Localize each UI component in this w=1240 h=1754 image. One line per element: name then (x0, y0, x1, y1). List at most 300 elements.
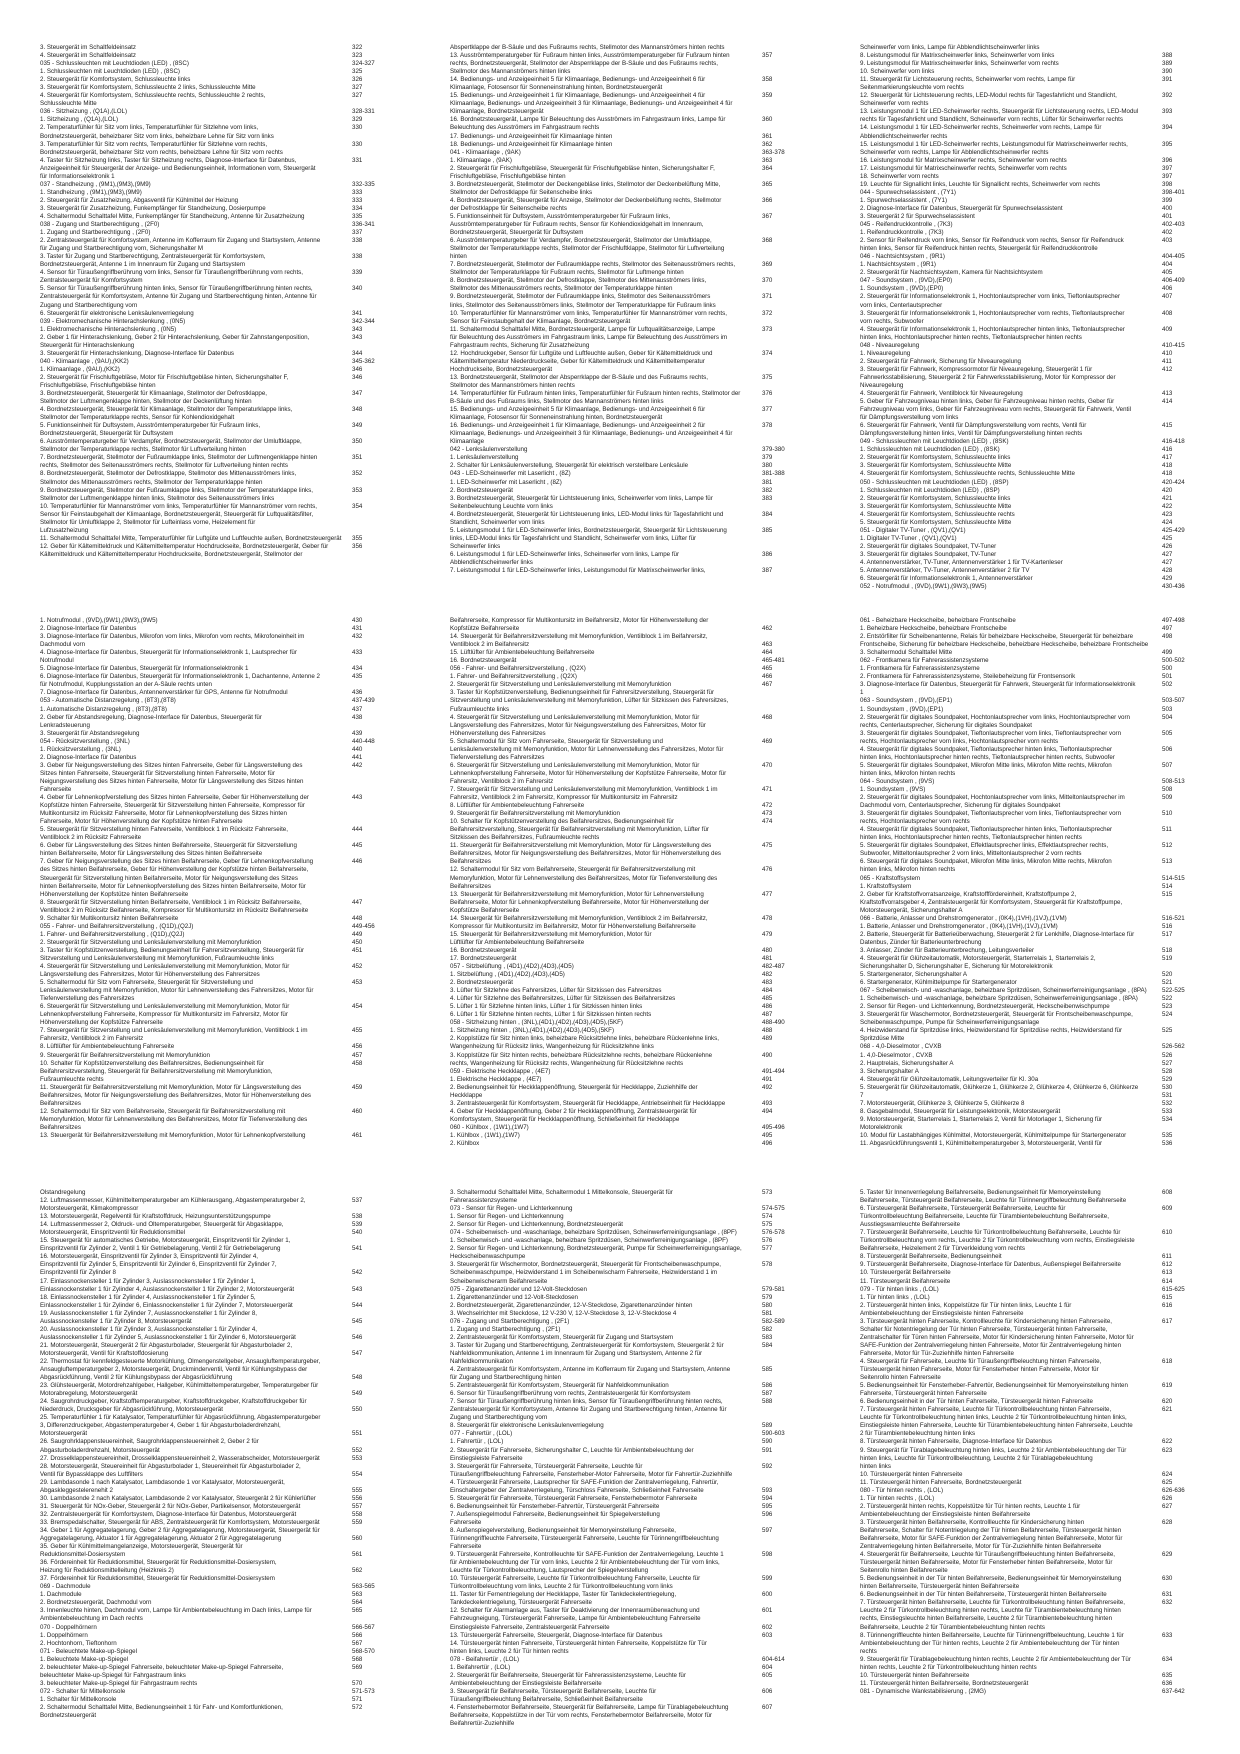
entry-page-ref: 614 (1162, 1277, 1173, 1285)
entry-title: 10. Türsteuergerät hinten Beifahrerseite (860, 1671, 970, 1679)
entry-title: 2. Steuergerät für digitales Soundpaket, TV-Tuner (860, 542, 997, 550)
index-entry (40, 1261, 412, 1269)
index-entry (860, 915, 1212, 923)
index-column-1 (40, 1189, 412, 1720)
entry-page-ref: 632 (1162, 1599, 1173, 1607)
index-entry (860, 706, 1212, 714)
entry-page-ref: 637-642 (1162, 1687, 1185, 1695)
index-entry (860, 866, 1212, 874)
entry-title: 3. Innenleuchte hinten, Dachmodul vorn, Lampe für Ambientebeleuchtung im Dach links, Lampe für (40, 1607, 312, 1615)
entry-title: Bordnetzsteuergerät, beheizbarer Sitz vorn rechts, beheizbare Lehne für Sitz vorn rechts (40, 148, 283, 156)
entry-title: 4. Steuergerät für Komfortsystem, Schlussleuchte rechts, Schlussleuchte 2 rechts, (40, 92, 266, 100)
entry-title: rechts, Stellmotor des Seitenausströmers rechts, Stellmotor für Luftverteilung hinten rechts (40, 462, 288, 470)
entry-title: 3. Schaltermodul Schalttafel Mitte, Schaltermodul 1 Mittelkonsole, Steuergerät für (450, 1189, 673, 1196)
entry-page-ref: 376 (762, 390, 773, 398)
entry-page-ref: 574 (762, 1213, 773, 1221)
entry-title: Klimaanlage, Fotosensor für Sonneneinstrahlung hinten, Bordnetzsteuergerät (450, 84, 663, 92)
entry-title: 4. Steuergerät im Schaltfeldeinsatz (40, 52, 136, 60)
entry-title: 4. Antennenverstärker, TV-Tuner, Antennenverstärker 1 für TV-Kartenleser (860, 559, 1063, 566)
entry-title: Beifahrerseite, Leuchte 2 für Türambientebeleuchtung hinten rechts (860, 1623, 1045, 1631)
entry-page-ref (350, 955, 412, 963)
entry-page-ref: 379-380 (762, 446, 785, 454)
entry-page-ref (1160, 770, 1212, 778)
index-entry (860, 633, 1212, 641)
entry-title: 1. Scheibenwisch- und -waschanlage, beheizbare Spritzdüsen, Scheinwerferreinigungsanlage , (8PA) (860, 995, 1138, 1003)
entry-page-ref (350, 1116, 412, 1124)
entry-title: Frischluftgebläse, Frischluftgebläse hinten (450, 172, 566, 180)
index-entry (860, 1672, 1212, 1680)
entry-title: 2. Batterie, Steuergerät für Batterieüberwachung, Steuergerät 2 für Lenkhilfe, Diagnose-Interface für (860, 930, 1135, 938)
entry-title: Motorsteuergerät, Ventil für Kraftstoffdosierung (40, 1349, 169, 1357)
index-entry (40, 189, 412, 197)
index-entry (450, 939, 822, 947)
index-entry (40, 1535, 412, 1543)
index-entry (450, 302, 822, 310)
index-entry (40, 1011, 412, 1019)
entry-page-ref: 380 (762, 462, 773, 470)
entry-title: 2. beleuchteter Make-up-Spiegel Fahrerseite, beleuchteter Make-up-Spiegel Fahrerseite, (40, 1663, 284, 1671)
index-entry (40, 1495, 412, 1503)
entry-title: 15. Leistungsmodul 1 für LED-Scheinwerfer rechts, Leistungsmodul für Matrixscheinwerfer rechts, (860, 140, 1128, 148)
entry-title: 5. Funktionseinheit für Duftsystem, Ausströmtemperaturgeber für Fußraum links, (40, 422, 261, 430)
entry-title: 042 - Lenksäulenverstellung (450, 446, 528, 454)
entry-page-ref: 349 (352, 422, 363, 430)
entry-page-ref (350, 446, 412, 454)
index-entry (860, 697, 1212, 705)
entry-page-ref (760, 834, 822, 842)
index-entry (450, 1519, 822, 1527)
index-entry (860, 462, 1212, 470)
entry-title: Beifahrerseite, Schalter für Notentriegelung der Tür hinten Beifahrerseite, Türsteuergerät hinten (860, 1526, 1122, 1534)
index-entry (450, 1286, 822, 1294)
index-entry (860, 229, 1212, 237)
index-entry (40, 1672, 412, 1680)
entry-page-ref: 587 (762, 1390, 773, 1398)
entry-page-ref (350, 414, 412, 422)
index-entry (860, 165, 1212, 173)
entry-title: 1. Zugang und Startberechtigung , (2F0) (40, 229, 151, 237)
entry-title: Lehnenkopfverstellung Fahrerseite, Motor für Höhenverstellung der Kopfstütze Fahrerseite, Motor für (450, 769, 727, 777)
entry-title: 6. Geber für Längsverstellung des Sitzes hinten Beifahrerseite, Steuergerät für Sitzverstellung (40, 842, 297, 850)
entry-page-ref: 343 (352, 325, 363, 333)
entry-page-ref: 608 (1162, 1189, 1173, 1196)
entry-title: Klimaanlage, Bordnetzsteuergerät (450, 108, 544, 116)
entry-title: 10. Modul für Lastabhängiges Kühlmittel, Motorsteuergerät, Kühlmittelpumpe für Startergenerator (860, 1132, 1127, 1139)
entry-title: Fahrersitz, Ventilblock 2 im Fahrersitz (450, 777, 554, 785)
index-entry (450, 1269, 822, 1277)
entry-title: Zentralverriegelung hinten Beifahrerseite, Motor für Tür-Zuziehhilfe hinten Beifahrerseite (860, 1543, 1102, 1551)
entry-page-ref (760, 1060, 822, 1068)
entry-title: Beifahrersitzverstellung, Steuergerät für Beifahrersitzverstellung mit Memoryfunktion, Lüfter für (450, 826, 709, 834)
entry-title: 6. Bedienungseinheit in der Tür hinten Beifahrerseite, Türsteuergerät hinten Beifahrerseite (860, 1591, 1107, 1599)
index-entry (450, 1003, 822, 1011)
index-entry (40, 470, 412, 478)
index-entry (450, 1672, 822, 1680)
entry-title: 11. Schaltermodul Schalttafel Mitte, Temperaturfühler für Luftgüte und Luftfeuchte außen, Bordnetzsteuergerät (40, 534, 342, 542)
entry-page-ref: 454 (352, 1003, 363, 1011)
entry-title: Kältemitteldruck und Kältemitteltemperatur Hochdruckseite, Bordnetzsteuergerät, Stellmotor der (40, 550, 303, 558)
entry-title: Stellmotor des Mittenausströmers rechts, Stellmotor der Temperaturklappe hinten (450, 285, 673, 293)
entry-page-ref: 630 (1162, 1575, 1173, 1583)
index-entry (860, 422, 1212, 430)
entry-title: 6. Leistungsmodul 1 für LED-Scheinwerfer links, Scheinwerfer vorn links, Lampe für (450, 550, 680, 558)
entry-page-ref (1160, 84, 1212, 92)
entry-title: 045 - Reifendruckkontrolle , (7K3) (860, 221, 953, 229)
index-entry (860, 1583, 1212, 1591)
index-entry (40, 1648, 412, 1656)
entry-page-ref: 549 (352, 1390, 363, 1398)
entry-title: 3. Diagnose-Interface für Datenbus, Steuergerät für Fahrwerk, Steuergerät für Informationselektronik (860, 681, 1136, 689)
index-entry (40, 68, 412, 76)
index-entry (860, 133, 1212, 141)
index-entry (860, 778, 1212, 786)
entry-title: Türkontrollbeleuchtung vorn links, Leuchte 2 für Türkontrollbeleuchtung vorn links (450, 1583, 673, 1591)
index-entry (40, 1607, 412, 1615)
entry-title: 14. Leistungsmodul 1 für LED-Scheinwerfer rechts, Scheinwerfer vorn rechts, Lampe für (860, 124, 1102, 132)
entry-page-ref: 332-335 (352, 180, 375, 188)
entry-title: 18. Bedienungs- und Anzeigeeinheit für Klimaanlage hinten (450, 140, 613, 148)
index-entry (450, 470, 822, 478)
index-entry (40, 617, 412, 625)
entry-page-ref: 456 (352, 1043, 363, 1051)
entry-title: 1. Sitzheizung hinten , (3NL),(4D1),(4D2),(4D3),(4D5),(5KF) (450, 1027, 615, 1035)
entry-title: 33. Bremspedalschalter, Steuergerät für ABS, Zentralsteuergerät für Komfortsystem, Motorsteuergerät (40, 1518, 320, 1526)
entry-page-ref (350, 1342, 412, 1350)
entry-page-ref: 500 (1162, 665, 1173, 673)
index-entry (860, 826, 1212, 834)
entry-title: 036 - Sitzheizung , (Q1A),(LOL) (40, 108, 128, 116)
entry-page-ref: 565 (352, 1607, 363, 1615)
entry-title: 3, Differenzdruckgeber, Abgastemperaturgeber 4, Geber 1 für Abgasturboladerdrehzahl, (40, 1422, 281, 1430)
index-entry (40, 1035, 412, 1043)
entry-title: 044 - Spurwechselassistent , (7Y1) (860, 188, 956, 196)
entry-page-ref: 425-429 (1162, 526, 1185, 534)
entry-page-ref (760, 559, 822, 567)
entry-title: 9. Steuergerät für Beifahrersitzverstellung mit Memoryfunktion (40, 1051, 210, 1059)
index-entry (40, 1108, 412, 1116)
index-entry (40, 1430, 412, 1438)
entry-page-ref: 388 (1162, 52, 1173, 60)
entry-page-ref: 410-415 (1162, 341, 1185, 349)
entry-title: 066 - Batterie, Anlasser und Drehstromgenerator , (0K4),(1VH),(1VJ),(1VM) (860, 914, 1067, 922)
entry-title: Scheinwerfer vorn rechts, Lampe für Abblendlichtscheinwerfer rechts (860, 148, 1049, 156)
entry-page-ref (350, 430, 412, 438)
entry-page-ref: 508-513 (1162, 777, 1185, 785)
entry-page-ref (350, 786, 412, 794)
index-entry (450, 689, 822, 697)
index-entry (860, 382, 1212, 390)
entry-title: 2. Türsteuergerät hinten rechts, Koppelstütze für Tür hinten rechts, Leuchte 1 für (860, 1502, 1081, 1510)
entry-page-ref (1160, 1422, 1212, 1430)
entry-title: 2. Bordnetzsteuergerät, Zigarettenanzünder, 12-V-Steckdose, Zigarettenanzünder hinten (450, 1301, 693, 1309)
index-entry (450, 511, 822, 519)
index-entry (860, 754, 1212, 762)
entry-page-ref: 495-496 (762, 1123, 785, 1131)
entry-page-ref: 441 (352, 753, 363, 761)
index-entry (40, 1124, 412, 1132)
index-entry (860, 92, 1212, 100)
entry-page-ref (350, 1035, 412, 1043)
entry-title: Scheibenwaschpumpe, Heizwiderstand 1 im Scheibenwischarm Fahrerseite, Heizwiderstand 1 im (450, 1269, 718, 1277)
entry-title: 6. Bedienungseinheit für Fensterheber-Fahrertür, Türsteuergerät Fahrerseite (450, 1502, 660, 1510)
entry-title: 1. Beleuchtete Make-up-Spiegel (40, 1655, 129, 1663)
entry-page-ref: 453 (352, 979, 363, 987)
entry-page-ref: 580 (762, 1301, 773, 1309)
entry-page-ref (760, 1615, 822, 1623)
entry-title: 054 - Rücksitzverstellung , (3NL) (40, 737, 130, 745)
entry-title: hinten Beifahrerseite, Motor für Lehnenkopfverstellung des Sitzes hinten Beifahrerseite, Motor für (40, 882, 306, 890)
entry-page-ref (350, 495, 412, 503)
entry-title: Stellmotor der Temperaturklappe rechts, Stellmotor für Luftverteilung hinten (40, 446, 246, 454)
index-entry (40, 1350, 412, 1358)
entry-page-ref: 352 (352, 470, 363, 478)
index-entry (450, 834, 822, 842)
entry-title: 8. Bordnetzsteuergerät, Stellmotor der Defrostklappe, Stellmotor des Mittenausströmers links, (450, 277, 707, 285)
index-entry (450, 519, 822, 527)
entry-title: 4. Steuergerät für Komfortsystem, Schlussleuchte rechts, Schlussleuchte Mitte (860, 470, 1075, 478)
entry-page-ref (760, 617, 822, 625)
entry-title: 6. Türsteuergerät Beifahrerseite, Türsteuergerät Beifahrerseite, Leuchte für (860, 1205, 1066, 1213)
entry-title: Scheibenwischerarm Beifahrerseite (450, 1277, 548, 1285)
entry-page-ref (350, 907, 412, 915)
entry-title: 17. Bedienungs- und Anzeigeeinheit für Klimaanlage hinten (450, 132, 613, 140)
index-entry (450, 883, 822, 891)
entry-title: Fahrerseite, Motor für Höhenverstellung der Kopfstütze hinten Fahrerseite (40, 818, 243, 826)
entry-title: Fahrzeugniveau vorn links, Geber für Fahrzeugniveau vorn rechts, Steuergerät für Fahrwerk, Ventil (860, 406, 1132, 414)
entry-title: Längsverstellung des Fahrersitzes, Motor für Neigungsverstellung des Fahrersitzes, Motor für (450, 721, 706, 729)
entry-title: Lufzusatzheizung (40, 526, 89, 534)
entry-page-ref: 372 (762, 309, 773, 317)
index-entry (40, 722, 412, 730)
entry-page-ref: 573 (762, 1189, 773, 1196)
entry-title: 12. Schaltermodul für Sitz vorn Beifahrerseite, Steuergerät für Beifahrersitzverstellung mit (40, 1107, 286, 1115)
entry-title: 056 - Fahrer- und Beifahrersitzverstellung , (Q2X) (450, 665, 586, 673)
entry-page-ref: 610 (1162, 1229, 1173, 1237)
entry-title: 3. Steuergerät für Fahrerseite, Türsteuergerät Fahrerseite, Leuchte für (450, 1462, 643, 1470)
entry-page-ref: 373 (762, 325, 773, 333)
entry-title: hinten (450, 253, 467, 261)
entry-title: 11. Steuergerät für Beifahrersitzverstellung mit Memoryfunktion, Motor für Längsverstellung des (40, 1083, 302, 1091)
index-entry (450, 495, 822, 503)
entry-page-ref: 517 (1162, 930, 1173, 938)
index-entry (40, 802, 412, 810)
entry-title: 4. Bordnetzsteuergerät, Steuergerät für Klimaanlage, Stellmotor der Temperaturklappe links, (40, 406, 293, 414)
entry-title: Einlassnockensteller 1 für Zylinder 4, Auslassnockensteller 1 für Zylinder 2, Motorsteuergerät (40, 1285, 295, 1293)
entry-page-ref (350, 261, 412, 269)
index-entry (450, 543, 822, 551)
entry-page-ref (760, 722, 822, 730)
index-entry (40, 746, 412, 754)
index-entry (40, 971, 412, 979)
index-entry (860, 1624, 1212, 1632)
entry-page-ref: 531 (1162, 1091, 1173, 1099)
entry-page-ref: 365 (762, 180, 773, 188)
entry-page-ref (760, 1720, 822, 1728)
index-entry (450, 1591, 822, 1599)
entry-title: 13. Steuergerät für Beifahrersitzverstellung mit Memoryfunktion, Motor für Lehnenverstellung (450, 890, 704, 898)
index-entry (450, 1543, 822, 1551)
entry-page-ref: 459 (352, 1083, 363, 1091)
index-entry (40, 1599, 412, 1607)
entry-page-ref: 626 (1162, 1494, 1173, 1502)
index-entry (860, 1100, 1212, 1108)
entry-title: Beifahrerseite, Türsteuergerät Beifahrerseite, Leuchte für Türinnengriffbeleuchtung Beifahrerseite (860, 1197, 1127, 1205)
index-entry (450, 1551, 822, 1559)
index-entry (40, 157, 412, 165)
index-entry (860, 1124, 1212, 1132)
entry-page-ref (760, 1278, 822, 1286)
entry-page-ref (350, 778, 412, 786)
entry-title: 064 - Soundsystem , (9VS) (860, 777, 935, 785)
entry-page-ref (760, 858, 822, 866)
entry-page-ref (760, 44, 822, 52)
index-entry (450, 617, 822, 625)
entry-page-ref (760, 84, 822, 92)
entry-title: 13. Leistungsmodul 1 für LED-Scheinwerfer rechts, Steuergerät für Lichtsteuerung rechts, LED-Modul (860, 108, 1139, 116)
index-entry (450, 213, 822, 221)
entry-page-ref: 435 (352, 673, 363, 681)
entry-title: Zentralsteuergerät für Komfortsystem (40, 277, 143, 285)
entry-page-ref: 504 (1162, 713, 1173, 721)
index-entry (450, 858, 822, 866)
entry-title: 1. Zigarettenanzünder und 12-Volt-Steckdosen (450, 1293, 578, 1301)
index-entry (450, 850, 822, 858)
entry-page-ref: 524 (1162, 1011, 1173, 1019)
entry-page-ref (350, 1559, 412, 1567)
index-entry (40, 173, 412, 181)
entry-page-ref: 471 (762, 785, 773, 793)
index-entry (40, 551, 412, 559)
index-entry (860, 1471, 1212, 1479)
entry-page-ref: 363 (762, 156, 773, 164)
index-entry (450, 1011, 822, 1019)
index-entry (450, 462, 822, 470)
index-entry (40, 1414, 412, 1422)
entry-title: 6. Steuergerät für Informationselektronik 1, Antennenverstärker (860, 575, 1033, 583)
entry-title: Seitenrollo hinten Beifahrerseite (860, 1567, 948, 1575)
index-entry (860, 1116, 1212, 1124)
index-entry (40, 995, 412, 1003)
entry-page-ref: 387 (762, 567, 773, 575)
index-entry (40, 697, 412, 705)
index-entry (860, 157, 1212, 165)
entry-page-ref (350, 1261, 412, 1269)
index-entry (860, 1688, 1212, 1696)
index-entry (40, 398, 412, 406)
index-entry (40, 641, 412, 649)
entry-page-ref: 353 (352, 486, 363, 494)
index-entry (450, 1261, 822, 1269)
entry-page-ref (350, 1543, 412, 1551)
index-entry (450, 971, 822, 979)
entry-title: 5. Steuergerät für digitales Soundpaket, Effektlautsprecher links, Effektlautsprecher rechts, (860, 842, 1109, 850)
entry-title: 2. Bordnetzsteuergerät (450, 979, 513, 987)
entry-title: 16. Bordnetzsteuergerät (450, 657, 517, 665)
entry-page-ref (1160, 1237, 1212, 1245)
entry-page-ref (1160, 1019, 1212, 1027)
entry-title: Lüftlüfter für Ambientebeleuchtung Beifahrerseite (450, 938, 585, 946)
index-entry (40, 899, 412, 907)
entry-page-ref: 413 (1162, 390, 1173, 398)
index-entry (40, 374, 412, 382)
entry-page-ref (760, 342, 822, 350)
index-entry (860, 44, 1212, 52)
index-entry (860, 108, 1212, 116)
entry-title: 5. Steuergerät für digitales Soundpaket, Mikrofon Mitte links, Mikrofon Mitte rechts, Mikrofon (860, 761, 1112, 769)
index-entry (450, 165, 822, 173)
index-entry (860, 1011, 1212, 1019)
entry-page-ref (350, 987, 412, 995)
entry-title: Beifahrerseite, Heizelement 2 für Türverkleidung vorn rechts (860, 1245, 1025, 1253)
entry-title: 1. Sitzheizung , (Q1A),(LOL) (40, 116, 119, 124)
entry-page-ref (760, 535, 822, 543)
entry-title: 5. Zentralsteuergerät für Komfortsystem, Steuergerät für Nahfeldkommunikation (450, 1382, 669, 1390)
entry-page-ref (350, 1615, 412, 1623)
entry-title: Beifahrersitzes (40, 1123, 81, 1131)
entry-page-ref: 538 (352, 1213, 363, 1221)
entry-page-ref: 398-401 (1162, 188, 1185, 196)
index-entry (40, 1519, 412, 1527)
entry-page-ref: 596 (762, 1510, 773, 1518)
entry-title: 037 - Standheizung , (9M1),(9M3),(9M9) (40, 180, 151, 188)
entry-title: des Sitzes hinten Beifahrerseite, Geber für Höhenverstellung der Kopfstütze hinten Beifahrerseite, (40, 866, 309, 874)
entry-page-ref (1160, 318, 1212, 326)
index-entry (450, 891, 822, 899)
entry-page-ref: 446 (352, 858, 363, 866)
entry-title: Einstiegsleiste Fahrerseite (450, 1454, 523, 1462)
index-entry (40, 818, 412, 826)
entry-title: 5. Startergenerator, Sicherungshalter A (860, 971, 967, 979)
entry-page-ref (760, 754, 822, 762)
entry-title: Beifahrerseite, Koppelstütze in der Tür vorn rechts, Fensterhebermotor Beifahrerseite, Motor für (450, 1712, 712, 1720)
entry-title: 27. Drosselklappensteuereinheit, Drosselklappensteuereinheit 2, Wasserabscheider, Motorsteuergerät (40, 1454, 320, 1462)
entry-page-ref: 429 (1162, 575, 1173, 583)
index-entry (450, 907, 822, 915)
entry-title: 7. Sensor für Türaußengriffberührung hinten links, Sensor für Türaußengriffberührung hinten rechts, (450, 1398, 723, 1406)
entry-page-ref (760, 1116, 822, 1124)
index-entry (860, 1278, 1212, 1286)
index-entry (450, 1406, 822, 1414)
entry-title: 8. Gasgebalmodul, Steuergerät für Leistungselektronik, Motorsteuergerät (860, 1107, 1061, 1115)
entry-page-ref (760, 746, 822, 754)
entry-title: 7. Leistungsmodul 1 für LED-Scheinwerfer links, Leistungsmodul für Matrixscheinwerfer links, (450, 567, 706, 575)
entry-page-ref (760, 1559, 822, 1567)
index-entry (860, 237, 1212, 245)
entry-page-ref (760, 519, 822, 527)
entry-page-ref: 428 (1162, 567, 1173, 575)
entry-title: Zentralsteuergerät für Komfortsystem, Antenne für Zugang und Startberechtigung hinten, Antenne für (450, 1406, 727, 1414)
entry-page-ref: 449-456 (352, 922, 375, 930)
entry-page-ref: 566 (352, 1631, 363, 1639)
entry-title: 2. Steuergerät für Fahrwerk, Sicherung für Niveauregelung (860, 357, 1021, 365)
index-entry (450, 1664, 822, 1672)
index-entry (40, 1318, 412, 1326)
entry-page-ref (760, 1712, 822, 1720)
entry-page-ref: 490 (762, 1051, 773, 1059)
index-entry (860, 1664, 1212, 1672)
index-entry (860, 1406, 1212, 1414)
entry-page-ref: 359 (762, 92, 773, 100)
entry-title: 1. Elektrische Heckklappe , (4E7) (450, 1075, 542, 1083)
entry-title: 4. Schaltermodul Schalttafel Mitte, Funkempfänger für Standheizung, Antenne für Zusatzheizung (40, 212, 305, 220)
entry-page-ref: 415 (1162, 422, 1173, 430)
entry-page-ref (350, 722, 412, 730)
entry-title: 4. Heizwiderstand für Spritzdüse links, Heizwiderstand für Spritzdüse rechts, Heizwiderstand für (860, 1027, 1123, 1035)
entry-title: 4. Bordnetzsteuergerät, Steuergerät für Lichtsteuerung links, LED-Modul links für Tagesfahrlicht und (450, 510, 724, 518)
entry-page-ref: 589 (762, 1422, 773, 1430)
entry-page-ref (350, 1422, 412, 1430)
index-entry (40, 1269, 412, 1277)
